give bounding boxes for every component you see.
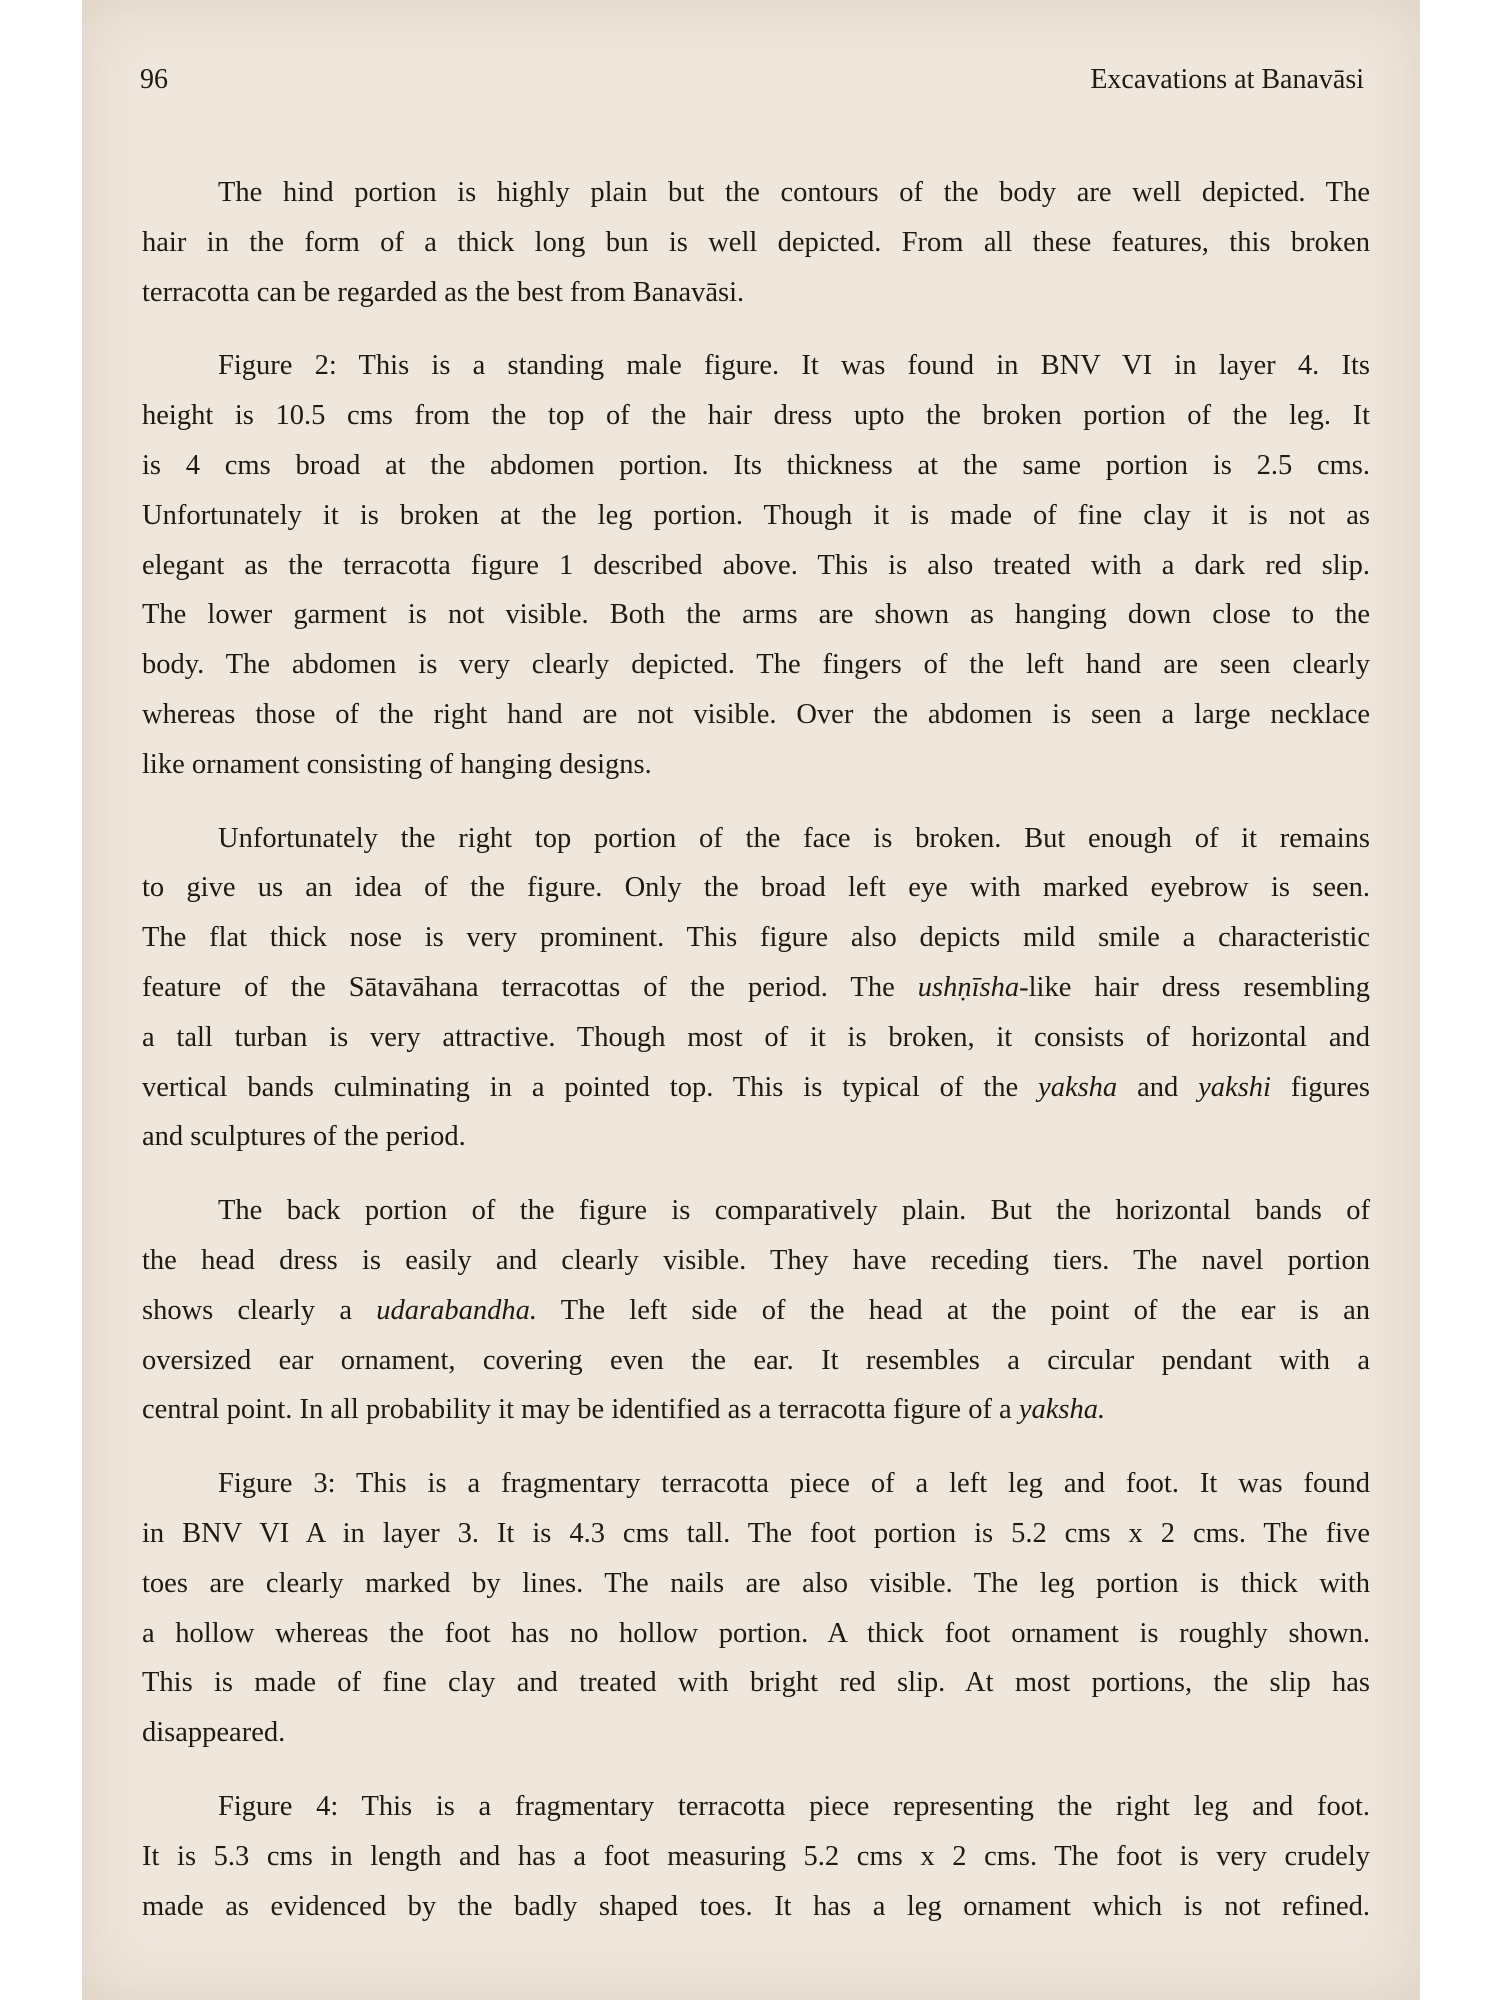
paragraph xyxy=(142,1782,1370,1931)
text-line: body. The abdomen is very clearly depicted. The fingers of the left hand are seen clearly xyxy=(142,649,1370,681)
italic-term: udarabandha. xyxy=(376,1294,537,1326)
text-line: the head dress is easily and clearly visible. They have receding tiers. The navel portion xyxy=(142,1244,1370,1276)
text-line: hair in the form of a thick long bun is well depicted. From all these features, this broken xyxy=(142,226,1370,258)
text-line: Unfortunately the right top portion of the face is broken. But enough of it remains xyxy=(218,822,1370,854)
body-text xyxy=(142,168,1370,1955)
text-line: vertical bands culminating in a pointed top. This is typical of the yaksha and yakshi figures xyxy=(142,1071,1371,1103)
text-line: a hollow whereas the foot has no hollow portion. A thick foot ornament is roughly shown. xyxy=(142,1617,1370,1649)
text-line: oversized ear ornament, covering even the ear. It resembles a circular pendant with a xyxy=(142,1344,1370,1376)
text-line: It is 5.3 cms in length and has a foot measuring 5.2 cms x 2 cms. The foot is very crudely xyxy=(142,1840,1370,1872)
text-line: made as evidenced by the badly shaped toes. It has a leg ornament which is not refined. xyxy=(142,1890,1370,1922)
paragraph xyxy=(142,814,1370,1163)
text-line: Figure 2: This is a standing male figure. It was found in BNV VI in layer 4. Its xyxy=(218,350,1370,382)
page-header xyxy=(140,64,1364,104)
text-line: like ornament consisting of hanging designs. xyxy=(142,748,652,780)
text-line: The lower garment is not visible. Both the arms are shown as hanging down close to the xyxy=(142,599,1370,631)
text-line: feature of the Sātavāhana terracottas of the period. The ushṇīsha-like hair dress resembling xyxy=(142,971,1370,1003)
text-line: Figure 3: This is a fragmentary terracotta piece of a left leg and foot. It was found xyxy=(218,1468,1370,1500)
text-line: to give us an idea of the figure. Only the broad left eye with marked eyebrow is seen. xyxy=(142,872,1370,904)
text-line: The hind portion is highly plain but the contours of the body are well depicted. The xyxy=(218,177,1370,208)
text-line: toes are clearly marked by lines. The nails are also visible. The leg portion is thick with xyxy=(142,1567,1370,1599)
text-line: and sculptures of the period. xyxy=(142,1121,466,1153)
text-line: whereas those of the right hand are not visible. Over the abdomen is seen a large necklace xyxy=(142,698,1370,730)
text-line: disappeared. xyxy=(142,1717,286,1749)
text-line: shows clearly a udarabandha. The left side of the head at the point of the ear is an xyxy=(142,1294,1370,1326)
paragraph xyxy=(142,168,1370,317)
text-line: is 4 cms broad at the abdomen portion. Its thickness at the same portion is 2.5 cms. xyxy=(142,449,1370,481)
paragraph xyxy=(142,1186,1370,1435)
page-number: 96 xyxy=(140,64,168,95)
text-line: Unfortunately it is broken at the leg portion. Though it is made of fine clay it is not as xyxy=(142,499,1370,531)
text-line: The back portion of the figure is comparatively plain. But the horizontal bands of xyxy=(218,1195,1370,1227)
book-page xyxy=(82,0,1420,2000)
text-line: central point. In all probability it may be identified as a terracotta figure of a yaksha. xyxy=(142,1394,1106,1426)
text-line: a tall turban is very attractive. Though most of it is broken, it consists of horizontal and xyxy=(142,1021,1370,1053)
italic-term: ushṇīsha xyxy=(917,971,1020,1003)
italic-term: yaksha. xyxy=(1018,1394,1106,1426)
text-line: terracotta can be regarded as the best from Banavāsi. xyxy=(142,276,745,308)
italic-term: yakshi xyxy=(1198,1071,1271,1103)
italic-term: yaksha xyxy=(1038,1071,1118,1103)
text-line: in BNV VI A in layer 3. It is 4.3 cms tall. The foot portion is 5.2 cms x 2 cms. The five xyxy=(142,1517,1370,1549)
running-title: Excavations at Banavāsi xyxy=(1090,64,1364,95)
text-line: This is made of fine clay and treated with bright red slip. At most portions, the slip has xyxy=(142,1667,1370,1699)
paragraph xyxy=(142,341,1370,789)
paragraph xyxy=(142,1459,1370,1758)
text-line: The flat thick nose is very prominent. This figure also depicts mild smile a characteristic xyxy=(142,922,1370,954)
text-line: height is 10.5 cms from the top of the hair dress upto the broken portion of the leg. It xyxy=(142,400,1370,432)
text-line: elegant as the terracotta figure 1 described above. This is also treated with a dark red slip. xyxy=(142,549,1370,581)
text-line: Figure 4: This is a fragmentary terracotta piece representing the right leg and foot. xyxy=(218,1790,1370,1822)
